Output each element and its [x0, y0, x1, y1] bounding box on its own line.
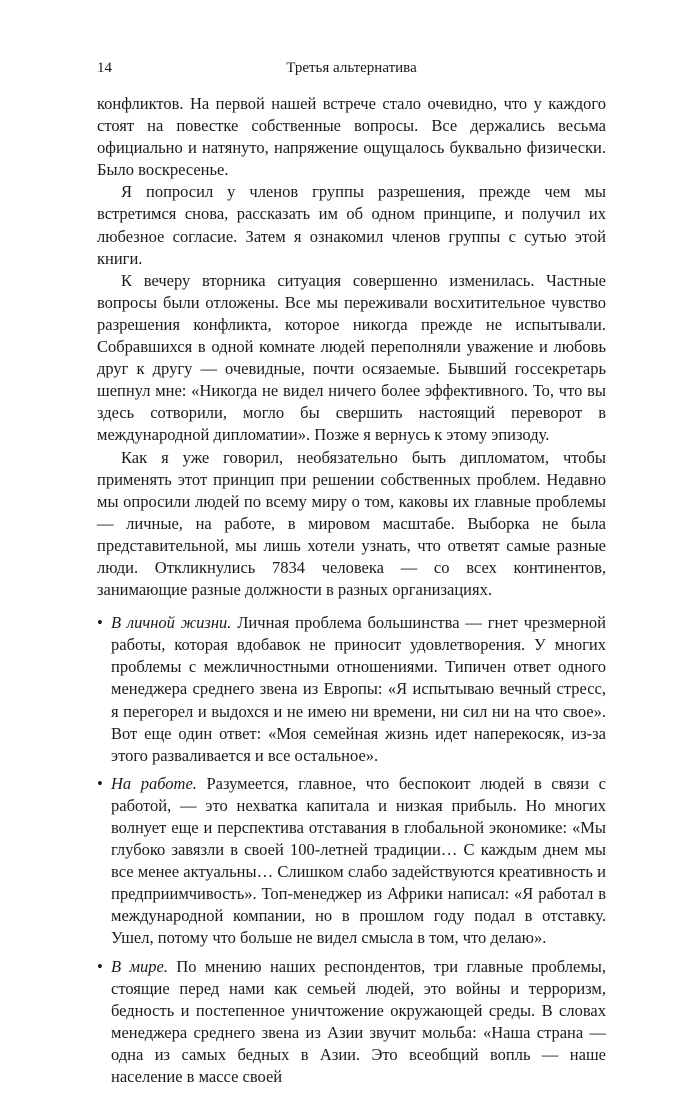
- paragraph: конфликтов. На первой нашей встрече стало очевидно, что у каждого стоят на повестке собственные вопросы. Все держались весьма официально и натянуто, напряжение ощущалось буквально физически. Было воскресенье.: [97, 94, 606, 180]
- bullet-list: [97, 612, 606, 1088]
- bullet-marker: •: [97, 956, 103, 976]
- list-item-lead: В мире.: [111, 956, 168, 976]
- paragraph: Я попросил у членов группы разрешения, прежде чем мы встретимся снова, рассказать им об одном принципе, и получил их любезное согласие. Затем я ознакомил членов группы с сутью этой книги.: [97, 182, 606, 268]
- running-title: Третья альтернатива: [286, 60, 417, 76]
- list-item-lead: На работе.: [111, 773, 197, 793]
- page-body: [97, 93, 606, 1094]
- paragraph: Как я уже говорил, необязательно быть дипломатом, чтобы применять этот принцип при решении собственных проблем. Недавно мы опросили людей по всему миру о том, каковы их главные проблемы — личные, на работе, в мировом масштабе. Выборка не была представительной, мы лишь хотели узнать, что ответят самые разные люди. Откликнулись 7834 человека — со всех континентов, занимающие разные должности в разных организациях.: [97, 447, 606, 600]
- page-number: 14: [97, 60, 112, 76]
- list-item: [97, 956, 606, 1089]
- list-item-text: По мнению наших респондентов, три главные проблемы, стоящие перед нами как семьей людей, это войны и терроризм, бедность и постепенное уничтожение окружающей среды. В словах менеджера среднего звена из Азии звучит мольба: «Наша страна — одна из самых бедных в Азии. Это всеобщий вопль — наше население в массе своей: [111, 956, 606, 1087]
- list-item-text: Разумеется, главное, что беспокоит людей в связи с работой, — это нехватка капитала и низкая прибыль. Но многих волнует еще и перспектива отставания в глобальной экономике: «Мы глубоко завязли в своей 100-летней традиции… С каждым днем мы все менее актуальны… Слишком слабо задействуются креативность и предприимчивость». Топ-менеджер из Африки написал: «Я работал в международной компании, но в прошлом году подал в отставку. Ушел, потому что больше не видел смысла в том, что делаю».: [111, 773, 606, 948]
- list-item-text: Личная проблема большинства — гнет чрезмерной работы, которая вдобавок не приносит удовлетворения. У многих проблемы с межличностными отношениями. Типичен ответ одного менеджера среднего звена из Европы: «Я испытываю вечный стресс, я перегорел и выдохся и не имею ни времени, ни сил ни на что свое». Вот еще один ответ: «Моя семейная жизнь идет наперекосяк, из-за этого разваливается и все остальное».: [111, 613, 606, 765]
- paragraph: К вечеру вторника ситуация совершенно изменилась. Частные вопросы были отложены. Все мы переживали восхитительное чувство разрешения конфликта, которое никогда прежде не испытывали. Собравшихся в одной комнате людей переполняли уважение и любовь друг к другу — очевидные, почти осязаемые. Бывший госсекретарь шепнул мне: «Никогда не видел ничего более эффективного. То, что вы здесь сотворили, могло бы свершить настоящий переворот в международной дипломатии». Позже я вернусь к этому эпизоду.: [97, 270, 606, 445]
- bullet-marker: •: [97, 773, 103, 793]
- list-item-lead: В личной жизни.: [111, 613, 232, 633]
- list-item: [97, 773, 606, 950]
- bullet-marker: •: [97, 613, 103, 633]
- list-item: [97, 612, 606, 767]
- page-header: [97, 60, 606, 80]
